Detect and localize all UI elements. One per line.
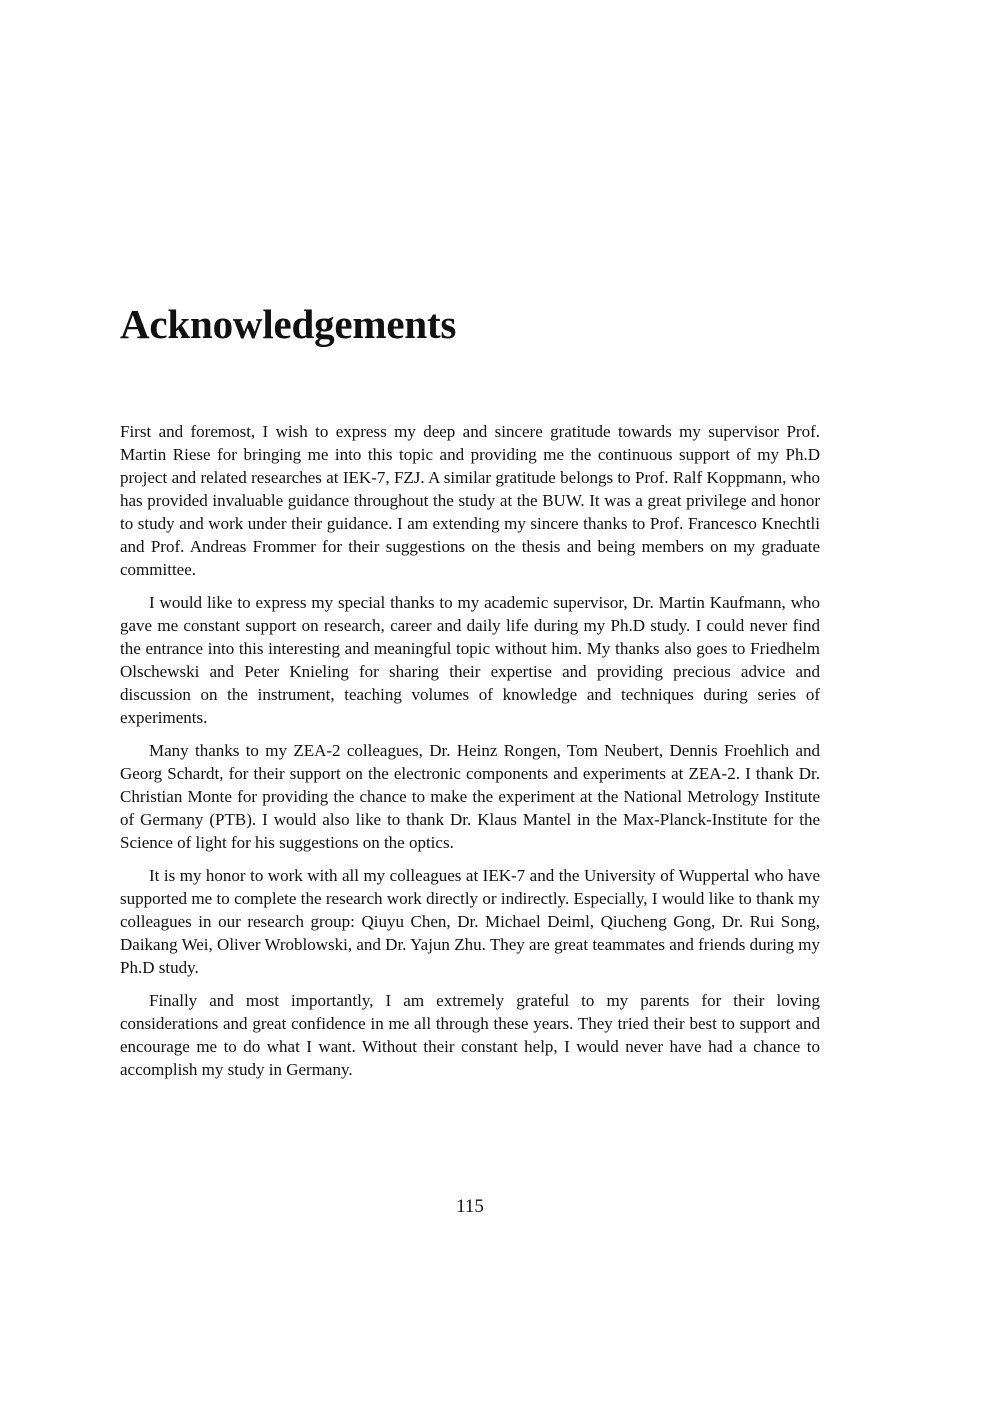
acknowledgements-body [120,420,820,1091]
paragraph-1: First and foremost, I wish to express my deep and sincere gratitude towards my supervisor Prof. Martin Riese for bringing me into this topic and providing me the continuous support of my Ph.D project and related researches at IEK-7, FZJ. A similar gratitude belongs to Prof. Ralf Koppmann, who has provided invaluable guidance throughout the study at the BUW. It was a great privilege and honor to study and work under their guidance. I am extending my sincere thanks to Prof. Francesco Knechtli and Prof. Andreas Frommer for their suggestions on the thesis and being members on my graduate committee. [120,422,820,579]
page-number: 115 [456,1196,484,1217]
paragraph-5: Finally and most importantly, I am extremely grateful to my parents for their loving considerations and great confidence in me all through these years. They tried their best to support and encourage me to do what I want. Without their constant help, I would never have had a chance to accomplish my study in Germany. [120,991,820,1079]
paragraph-2: I would like to express my special thanks to my academic supervisor, Dr. Martin Kaufmann, who gave me constant support on research, career and daily life during my Ph.D study. I could never find the entrance into this interesting and meaningful topic without him. My thanks also goes to Friedhelm Olschewski and Peter Knieling for sharing their expertise and providing precious advice and discussion on the instrument, teaching volumes of knowledge and techniques during series of experiments. [120,593,820,727]
paragraph-4: It is my honor to work with all my colleagues at IEK-7 and the University of Wuppertal who have supported me to complete the research work directly or indirectly. Especially, I would like to thank my colleagues in our research group: Qiuyu Chen, Dr. Michael Deiml, Qiucheng Gong, Dr. Rui Song, Daikang Wei, Oliver Wroblowski, and Dr. Yajun Zhu. They are great teammates and friends during my Ph.D study. [120,866,820,977]
chapter-title: Acknowledgements [120,301,457,347]
paragraph-3: Many thanks to my ZEA-2 colleagues, Dr. Heinz Rongen, Tom Neubert, Dennis Froehlich and Georg Schardt, for their support on the electronic components and experiments at ZEA-2. I thank Dr. Christian Monte for providing the chance to make the experiment at the National Metrology Institute of Germany (PTB). I would also like to thank Dr. Klaus Mantel in the Max-Planck-Institute for the Science of light for his suggestions on the optics. [120,741,820,852]
